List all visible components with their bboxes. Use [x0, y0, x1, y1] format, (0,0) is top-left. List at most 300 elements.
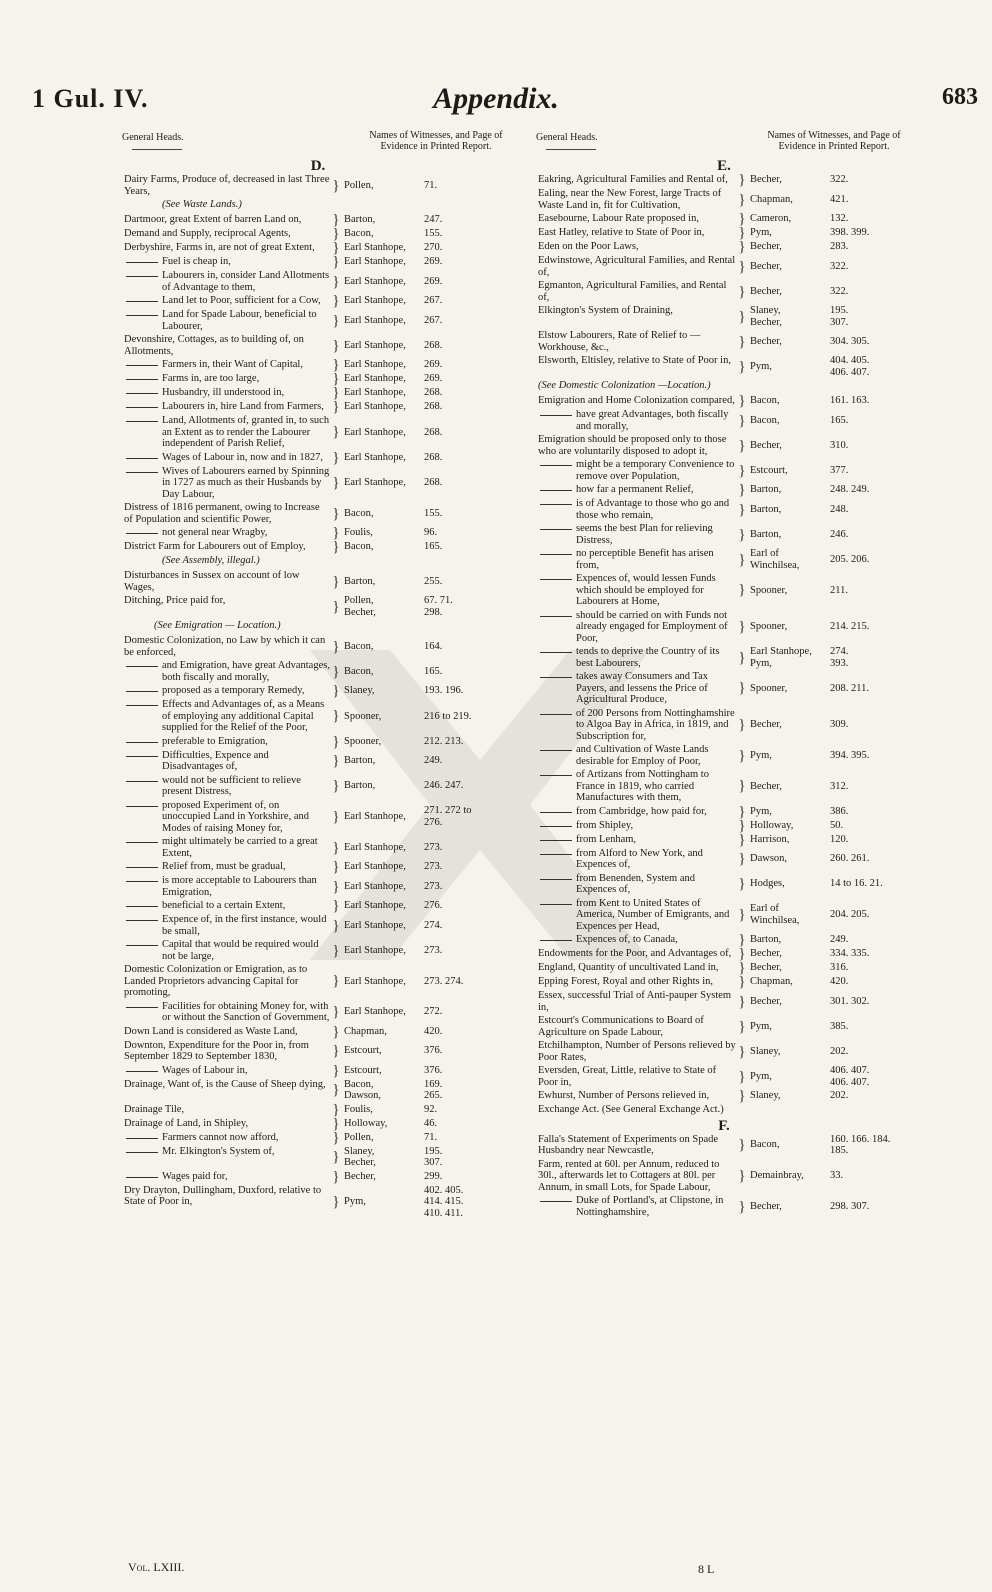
entry-subject: Etchilhampton, Number of Persons relieved by Poor Rates, [538, 1040, 736, 1063]
index-entry [538, 1134, 910, 1157]
left-column [124, 130, 512, 1221]
entry-witness: Earl Stanhope, [344, 256, 406, 268]
brace-icon: } [738, 582, 746, 599]
section-letter-f: F. [718, 1117, 730, 1134]
entry-subject: of 200 Persons from Nottinghamshire to Algoa Bay in Africa, in 1819, and Subscription for, [538, 708, 736, 743]
entry-subject: proposed Experiment of, on unoccupied Land in Yorkshire, and Modes of raising Money for, [124, 800, 330, 835]
entry-witness: Barton, [750, 934, 782, 946]
entry-witness: Barton, [750, 503, 782, 515]
entry-subject: from Benenden, System and Expences of, [538, 873, 736, 896]
index-entry [538, 990, 910, 1013]
entry-witness: Earl Stanhope, [344, 275, 406, 287]
index-entry [538, 255, 910, 278]
entry-subject: Epping Forest, Royal and other Rights in, [538, 976, 713, 987]
brace-icon: } [332, 808, 340, 825]
brace-icon: } [332, 973, 340, 990]
index-entry [124, 359, 512, 371]
entry-witness: Chapman, [750, 976, 793, 988]
entry-pages: 71. [424, 1131, 438, 1143]
entry-subject: Exchange Act. (See General Exchange Act.) [538, 1104, 724, 1115]
entry-witness: Earl Stanhope, [344, 314, 406, 326]
brace-icon: } [332, 371, 340, 387]
index-entry [124, 1146, 512, 1169]
brace-icon: } [332, 449, 340, 466]
entry-witness: Becher, [750, 335, 782, 347]
entry-subject: Falla's Statement of Experiments on Spade Husbandry near Newcastle, [538, 1133, 719, 1156]
index-entry [124, 914, 512, 937]
entry-subject: Farm, rented at 60l. per Annum, reduced to 30l., afterwards let to Cottagers at 80l. per Annum, in small Lots, for Spade Labour, [538, 1158, 720, 1193]
brace-icon: } [738, 747, 746, 764]
brace-icon: } [738, 1068, 746, 1085]
entry-pages: 165. [424, 665, 443, 677]
entry-pages: 268. [424, 339, 443, 351]
entry-subject: Mr. Elkington's System of, [124, 1146, 330, 1169]
index-entry [124, 334, 512, 357]
brace-icon: } [332, 212, 340, 228]
index-entry [124, 685, 512, 697]
index-entry [538, 898, 910, 933]
brace-icon: } [332, 1023, 340, 1040]
index-entry [124, 228, 512, 240]
brace-icon: } [738, 649, 746, 666]
entry-witness: Becher, [750, 241, 782, 253]
index-entry [538, 434, 910, 457]
entry-subject: Elsworth, Eltisley, relative to State of Poor in, [538, 355, 731, 366]
entry-subject: Wives of Labourers earned by Spinning in 1727 as much as their Husbands by Day Labour, [124, 466, 330, 501]
brace-icon: } [332, 254, 340, 270]
entry-witness: Becher, [750, 995, 782, 1007]
entry-pages: 211. [830, 584, 848, 596]
right-entries-f [538, 1134, 910, 1219]
entry-pages: 195. 307. [830, 305, 849, 328]
index-entry [538, 962, 910, 974]
entry-pages: 298. 307. [830, 1200, 870, 1212]
index-entry [124, 449, 512, 466]
entry-witness: Earl Stanhope, [344, 900, 406, 912]
brace-icon: } [332, 573, 340, 590]
entry-witness: Becher, [750, 948, 782, 960]
entry-subject: might ultimately be carried to a great Extent, [124, 836, 330, 859]
entry-subject: Down Land is considered as Waste Land, [124, 1025, 298, 1037]
entry-witness: Pym, [344, 1196, 366, 1207]
entry-witness: Earl Stanhope, [344, 841, 406, 853]
index-entry [124, 861, 512, 873]
entry-pages: 267. [424, 295, 443, 307]
entry-pages: 273. [424, 841, 443, 853]
entry-pages: 67. 71. 298. [424, 595, 453, 618]
index-entry [538, 1040, 910, 1063]
entry-pages: 301. 302. [830, 995, 870, 1007]
brace-icon: } [332, 1004, 340, 1020]
entry-subject: Dartmoor, great Extent of barren Land on, [124, 214, 302, 225]
brace-icon: } [332, 474, 340, 491]
entry-subject: from Kent to United States of America, Number of Emigrants, and Expences per Head, [538, 898, 736, 933]
entry-subject: Eversden, Great, Little, relative to State of Poor in, [538, 1065, 717, 1088]
entry-witness: Pym, [750, 227, 772, 239]
brace-icon: } [332, 663, 340, 680]
index-entry [124, 699, 512, 734]
entry-subject: is of Advantage to those who go and those who remain, [538, 498, 736, 521]
entry-witness: Holloway, [750, 819, 794, 831]
index-entry [538, 174, 910, 186]
entry-pages: 246. [830, 528, 849, 540]
index-entry [124, 1185, 512, 1220]
entry-pages: 247. [424, 214, 443, 226]
brace-icon: } [738, 1088, 746, 1104]
entry-subject: Facilities for obtaining Money for, with or without the Sanction of Government, [124, 1001, 330, 1024]
entry-pages: 269. [424, 275, 443, 287]
entry-pages: 273. 274. [424, 975, 464, 987]
brace-icon: } [738, 333, 746, 350]
index-entry [538, 769, 910, 804]
entry-pages: 14 to 16. 21. [830, 878, 883, 890]
entry-subject: Egmanton, Agricultural Families, and Rental of, [538, 280, 727, 303]
entry-pages: 246. 247. [424, 780, 464, 792]
entry-witness: Earl Stanhope, [344, 373, 406, 385]
entry-witness: Pollen, [344, 179, 374, 191]
general-heads-label: General Heads. [536, 132, 598, 143]
entry-witness: Foulis, [344, 1103, 373, 1115]
entry-pages: 273. [424, 944, 443, 956]
entry-pages: 316. [830, 962, 849, 974]
entry-witness: Spooner, [344, 710, 382, 722]
entry-subject: tends to deprive the Country of its best Labourers, [538, 646, 736, 669]
entry-subject: Labourers in, consider Land Allotments of Advantage to them, [124, 270, 330, 293]
index-entry [124, 570, 512, 593]
entry-subject: beneficial to a certain Extent, [124, 900, 330, 912]
index-entry [538, 395, 910, 407]
entry-witness: Foulis, [344, 527, 373, 539]
entry-subject: no perceptible Benefit has arisen from, [538, 548, 736, 571]
entry-witness: Chapman, [750, 193, 793, 205]
entry-subject: Wages of Labour in, now and in 1827, [124, 452, 330, 464]
entry-pages: 334. 335. [830, 948, 870, 960]
entry-pages: 204. 205. [830, 909, 870, 920]
index-entry [124, 733, 512, 750]
index-entry [538, 1195, 910, 1218]
entry-pages: 248. [830, 503, 849, 515]
entry-pages: 283. [830, 241, 849, 253]
brace-icon: } [738, 239, 746, 255]
brace-icon: } [738, 412, 746, 429]
entry-pages: 420. [830, 976, 849, 988]
entry-pages: 322. [830, 285, 849, 297]
entry-witness: Pollen, Becher, [344, 595, 376, 618]
brace-icon: } [332, 683, 340, 699]
index-entry [538, 744, 910, 767]
entry-subject: have great Advantages, both fiscally and morally, [538, 409, 736, 432]
general-heads-label: General Heads. [122, 132, 184, 143]
entry-subject: Distress of 1816 permanent, owing to Increase of Population and scientific Power, [124, 502, 320, 525]
entry-subject: Domestic Colonization, no Law by which it can be enforced, [124, 635, 326, 658]
entry-witness: Bacon, [344, 507, 374, 519]
entry-pages: 165. [424, 541, 443, 553]
index-entry [538, 671, 910, 706]
entry-witness: Slaney, [750, 1045, 781, 1057]
entry-subject: Farmers cannot now afford, [124, 1132, 330, 1144]
entry-witness: Becher, [750, 780, 782, 792]
entry-subject: Dry Drayton, Dullingham, Duxford, relative to State of Poor in, [124, 1184, 322, 1207]
entry-subject: how far a permanent Relief, [538, 484, 736, 496]
entry-subject: Effects and Advantages of, as a Means of employing any additional Capital supplied for the Relief of the Poor, [124, 699, 330, 734]
entry-witness: Bacon, [750, 1139, 780, 1151]
entry-subject: District Farm for Labourers out of Employ, [124, 541, 306, 552]
brace-icon: } [738, 932, 746, 948]
entry-subject: Dairy Farms, Produce of, decreased in last Three Years, [124, 174, 330, 197]
index-entry [538, 213, 910, 225]
brace-icon: } [332, 293, 340, 309]
right-entries [538, 174, 910, 1116]
entry-pages: 260. 261. [830, 853, 870, 865]
entry-witness: Earl Stanhope, [344, 426, 406, 438]
brace-icon: } [332, 733, 340, 750]
brace-icon: } [332, 312, 340, 329]
witnesses-label: Names of Witnesses, and Page of Evidence in Printed Report. [369, 130, 503, 152]
index-entry [124, 466, 512, 501]
brace-icon: } [738, 906, 746, 923]
entry-pages: 208. 211. [830, 682, 869, 694]
entry-pages: 274. [424, 919, 443, 931]
entry-witness: Earl Stanhope, Pym, [750, 646, 812, 669]
brace-icon: } [332, 177, 340, 194]
entry-subject: Land let to Poor, sufficient for a Cow, [124, 295, 330, 307]
entry-witness: Slaney, Becher, [750, 305, 782, 328]
entry-pages: 377. [830, 464, 849, 476]
brace-icon: } [332, 399, 340, 415]
section-letter-e: E. [717, 158, 731, 174]
entry-pages: 322. [830, 174, 849, 186]
brace-icon: } [332, 917, 340, 934]
brace-icon: } [738, 974, 746, 990]
index-entry [124, 1129, 512, 1146]
brace-icon: } [332, 273, 340, 290]
entry-pages: 420. [424, 1025, 443, 1037]
brace-icon: } [332, 424, 340, 441]
entry-pages: 202. [830, 1090, 849, 1102]
entry-subject: Estcourt's Communications to Board of Agriculture on Spade Labour, [538, 1015, 704, 1038]
index-entry [124, 1040, 512, 1063]
brace-icon: } [332, 1062, 340, 1079]
header-title: Appendix. [433, 82, 559, 115]
brace-icon: } [332, 337, 340, 354]
entry-witness: Earl Stanhope, [344, 295, 406, 307]
left-column-heading [124, 130, 512, 156]
entry-witness: Becher, [750, 962, 782, 974]
entry-pages: 155. [424, 507, 443, 519]
index-entry [124, 1062, 512, 1079]
index-entry [538, 610, 910, 645]
brace-icon: } [738, 817, 746, 834]
entry-subject: Relief from, must be gradual, [124, 861, 330, 873]
brace-icon: } [738, 482, 746, 498]
entry-subject: not general near Wragby, [124, 527, 330, 539]
brace-icon: } [738, 993, 746, 1010]
brace-icon: } [332, 708, 340, 725]
entry-witness: Pym, [750, 749, 772, 761]
entry-pages: 160. 166. 184. 185. [830, 1133, 891, 1156]
entry-pages: 269. [424, 359, 443, 371]
brace-icon: } [332, 1149, 340, 1165]
entry-subject: Emigration should be proposed only to those who are voluntarily disposed to adopt it, [538, 434, 727, 457]
entry-subject: is more acceptable to Labourers than Emigration, [124, 875, 330, 898]
brace-icon: } [332, 1129, 340, 1146]
entry-witness: Cameron, [750, 213, 792, 225]
brace-icon: } [332, 1115, 340, 1132]
entry-pages: 273. [424, 861, 443, 873]
entry-witness: Barton, [344, 575, 376, 587]
entry-witness: Earl Stanhope, [344, 387, 406, 399]
entry-pages: 421. [830, 193, 849, 205]
entry-witness: Earl Stanhope, [344, 359, 406, 371]
entry-pages: 269. [424, 256, 443, 268]
index-entry [538, 873, 910, 896]
entry-subject: from Cambridge, how paid for, [538, 806, 736, 818]
entry-witness: Estcourt, [344, 1045, 382, 1057]
index-entry [538, 523, 910, 546]
entry-witness: Becher, [344, 1170, 376, 1182]
index-entry [538, 188, 910, 211]
entry-pages: 376. [424, 1064, 443, 1076]
entry-subject: and Emigration, have great Advantages, both fiscally and morally, [124, 660, 330, 683]
entry-pages: 398. 399. [830, 227, 870, 239]
index-entry [124, 214, 512, 226]
index-entry [124, 875, 512, 898]
entry-pages: 212. 213. [424, 735, 464, 747]
brace-icon: } [738, 393, 746, 409]
footer-signature: 8 L [698, 1562, 715, 1576]
entry-witness: Pym, [750, 1070, 772, 1082]
index-entry [538, 227, 910, 239]
entry-pages: 193. 196. [424, 685, 464, 697]
brace-icon: } [738, 803, 746, 820]
left-entries [124, 174, 512, 1219]
entry-subject: from Lenham, [538, 834, 736, 846]
brace-icon: } [332, 598, 340, 615]
brace-icon: } [738, 680, 746, 697]
brace-icon: } [332, 539, 340, 555]
brace-icon: } [332, 638, 340, 655]
entry-pages: 274. 393. [830, 646, 849, 669]
entry-witness: Pym, [750, 360, 772, 372]
entry-subject: Ewhurst, Number of Persons relieved in, [538, 1090, 710, 1101]
index-entry [124, 900, 512, 912]
brace-icon: } [738, 618, 746, 635]
brace-icon: } [332, 1101, 340, 1118]
entry-pages: 120. [830, 833, 849, 845]
brace-icon: } [332, 357, 340, 373]
entry-pages: 216 to 219. [424, 710, 472, 722]
entry-witness: Bacon, Dawson, [344, 1078, 382, 1101]
entry-pages: 195. 307. [424, 1145, 443, 1168]
entry-witness: Earl Stanhope, [344, 944, 406, 956]
entry-witness: Holloway, [344, 1117, 388, 1129]
index-entry [124, 964, 512, 999]
entry-witness: Becher, [750, 1200, 782, 1212]
index-entry [124, 401, 512, 413]
brace-icon: } [738, 462, 746, 479]
entry-pages: 202. [830, 1045, 849, 1057]
entry-witness: Pollen, [344, 1131, 374, 1143]
entry-subject: Elstow Labourers, Rate of Relief to —Workhouse, &c., [538, 330, 701, 353]
entry-subject: Husbandry, ill understood in, [124, 387, 330, 399]
brace-icon: } [332, 1082, 340, 1098]
index-entry [124, 595, 512, 618]
entry-witness: Bacon, [344, 541, 374, 553]
footer-volume: Vol. LXIII. [128, 1560, 185, 1574]
entry-witness: Earl Stanhope, [344, 880, 406, 892]
index-entry [538, 948, 910, 960]
brace-icon: } [738, 526, 746, 543]
index-entry [538, 459, 910, 482]
entry-subject: Difficulties, Expence and Disadvantages of, [124, 750, 330, 773]
index-entry [124, 750, 512, 773]
entry-subject: Derbyshire, Farms in, are not of great Extent, [124, 242, 315, 253]
brace-icon: } [738, 960, 746, 976]
entry-subject: Ditching, Price paid for, [124, 595, 226, 606]
entry-subject: proposed as a temporary Remedy, [124, 685, 330, 697]
entry-witness: Dawson, [750, 853, 788, 865]
brace-icon: } [738, 191, 746, 208]
entry-witness: Spooner, [750, 584, 788, 596]
entry-pages: 309. [830, 719, 849, 730]
entry-witness: Earl Stanhope, [344, 861, 406, 873]
entry-subject: Eakring, Agricultural Families and Rental of, [538, 174, 728, 185]
entry-pages: 376. [424, 1045, 443, 1057]
entry-subject: Devonshire, Cottages, as to building of, on Allotments, [124, 334, 304, 357]
entry-witness: Barton, [344, 755, 376, 767]
index-entry [124, 1001, 512, 1024]
brace-icon: } [738, 831, 746, 848]
entry-witness: Pym, [750, 805, 772, 817]
entry-witness: Earl Stanhope, [344, 919, 406, 931]
index-entry [124, 775, 512, 798]
brace-icon: } [332, 839, 340, 856]
brace-icon: } [332, 878, 340, 895]
brace-icon: } [738, 778, 746, 795]
right-column-heading [538, 130, 910, 156]
entry-subject: seems the best Plan for relieving Distress, [538, 523, 736, 546]
index-entry [538, 848, 910, 871]
entry-witness: Barton, [344, 780, 376, 792]
index-entry [124, 415, 512, 450]
brace-icon: } [332, 942, 340, 959]
entry-witness: Spooner, [344, 735, 382, 747]
brace-icon: } [738, 1137, 746, 1153]
cross-reference-note: (See Domestic Colonization —Location.) [538, 380, 711, 391]
entry-subject: preferable to Emigration, [124, 736, 330, 748]
index-entry [124, 1023, 512, 1040]
entry-pages: 269. [424, 373, 443, 385]
entry-pages: 272. [424, 1006, 443, 1018]
index-entry [124, 836, 512, 859]
entry-witness: Bacon, [750, 414, 780, 426]
entry-subject: Farmers in, their Want of Capital, [124, 359, 330, 371]
entry-pages: 205. 206. [830, 553, 870, 565]
entry-witness: Earl Stanhope, [344, 811, 406, 822]
entry-subject: Disturbances in Sussex on account of low Wages, [124, 570, 300, 593]
index-entry [538, 241, 910, 253]
index-entry [124, 309, 512, 332]
entry-subject: Expence of, in the first instance, would be small, [124, 914, 330, 937]
entry-subject: Essex, successful Trial of Anti-pauper System in, [538, 990, 732, 1013]
index-entry [124, 270, 512, 293]
entry-subject: Fuel is cheap in, [124, 256, 330, 268]
brace-icon: } [738, 358, 746, 375]
entry-subject: Domestic Colonization or Emigration, as to Landed Proprietors advancing Capital for promoting, [124, 964, 308, 998]
entry-witness: Slaney, [344, 685, 375, 697]
brace-icon: } [332, 1168, 340, 1185]
entry-witness: Barton, [750, 484, 782, 496]
